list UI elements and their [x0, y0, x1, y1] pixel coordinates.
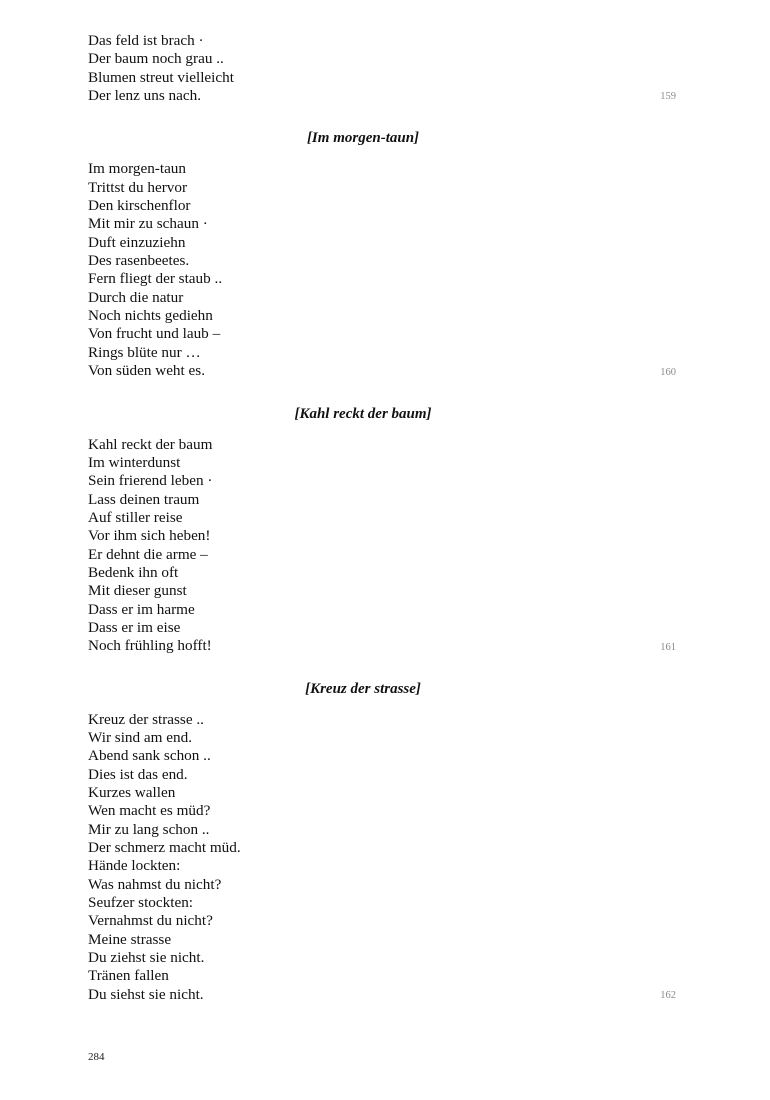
verse-line: Von süden weht es.: [88, 362, 205, 380]
poem-title: [Im morgen-taun]: [306, 130, 420, 147]
poem-title: [Kahl reckt der baum]: [294, 405, 432, 422]
verse-line: Im morgen-taun: [88, 160, 186, 178]
verse-line: Tränen fallen: [88, 967, 169, 985]
verse-line: Von frucht und laub –: [88, 325, 221, 343]
poem-161: [88, 405, 678, 656]
verse-line: Meine strasse: [88, 930, 172, 948]
page-body: [88, 32, 678, 1004]
verse-line: Was nahmst du nicht?: [88, 875, 222, 893]
verse-line: Duft einzuziehn: [88, 233, 186, 251]
verse-line: Fern fliegt der staub ..: [88, 270, 223, 288]
verse-line: Des rasenbeetes.: [88, 252, 190, 270]
verse-line: Abend sank schon ..: [88, 747, 211, 765]
verse-line: Wir sind am end.: [88, 728, 192, 746]
verse-line: Den kirschenflor: [88, 197, 191, 215]
verse-line: Du ziehst sie nicht.: [88, 949, 205, 967]
verse-line: Der lenz uns nach.: [88, 87, 202, 105]
verse-line: Bedenk ihn oft: [88, 563, 179, 581]
verse-line: Dass er im eise: [88, 618, 181, 636]
verse-line: Dies ist das end.: [88, 765, 188, 783]
verse-line: Sein frierend leben ·: [88, 472, 213, 490]
verse-line: Noch nichts gediehn: [88, 307, 213, 325]
verse-line: Durch die natur: [88, 288, 184, 306]
poem-number: 160: [660, 366, 676, 378]
verse-line: Der baum noch grau ..: [88, 50, 224, 68]
verse-line: Vor ihm sich heben!: [88, 527, 211, 545]
verse-line: Mit mir zu schaun ·: [88, 215, 208, 233]
verse-line: Trittst du hervor: [88, 178, 188, 196]
poem-160: [88, 129, 678, 380]
poem-number: 161: [660, 641, 676, 653]
poem-lines: [88, 711, 678, 1005]
verse-line: Er dehnt die arme –: [88, 545, 208, 563]
verse-line: Kahl reckt der baum: [88, 435, 213, 453]
verse-line: Dass er im harme: [88, 600, 195, 618]
verse-line: Noch frühling hofft!: [88, 637, 212, 655]
verse-line: Vernahmst du nicht?: [88, 912, 213, 930]
poem-159: [88, 32, 678, 105]
poem-number: 159: [660, 91, 676, 103]
verse-line: Im winterdunst: [88, 453, 181, 471]
verse-line: Mit dieser gunst: [88, 582, 187, 600]
poem-title: [Kreuz der strasse]: [305, 680, 421, 697]
verse-line: Lass deinen traum: [88, 490, 200, 508]
verse-line: Blumen streut vielleicht: [88, 68, 234, 86]
verse-line: Hände lockten:: [88, 857, 181, 875]
verse-line: Seufzer stockten:: [88, 894, 194, 912]
page-number: 284: [88, 1051, 105, 1063]
poem-number: 162: [660, 990, 676, 1002]
verse-line: Du siehst sie nicht.: [88, 985, 204, 1003]
verse-line: Kreuz der strasse ..: [88, 710, 204, 728]
poem-lines: [88, 436, 678, 656]
verse-line: Der schmerz macht müd.: [88, 839, 241, 857]
verse-line: Wen macht es müd?: [88, 802, 211, 820]
poem-162: [88, 680, 678, 1005]
verse-line: Kurzes wallen: [88, 784, 176, 801]
verse-line: Mir zu lang schon ..: [88, 820, 210, 838]
verse-line: Auf stiller reise: [88, 508, 183, 526]
verse-line: Das feld ist brach ·: [88, 32, 204, 49]
verse-line: Rings blüte nur …: [88, 343, 201, 361]
poem-lines: [88, 32, 678, 105]
poem-lines: [88, 160, 678, 380]
